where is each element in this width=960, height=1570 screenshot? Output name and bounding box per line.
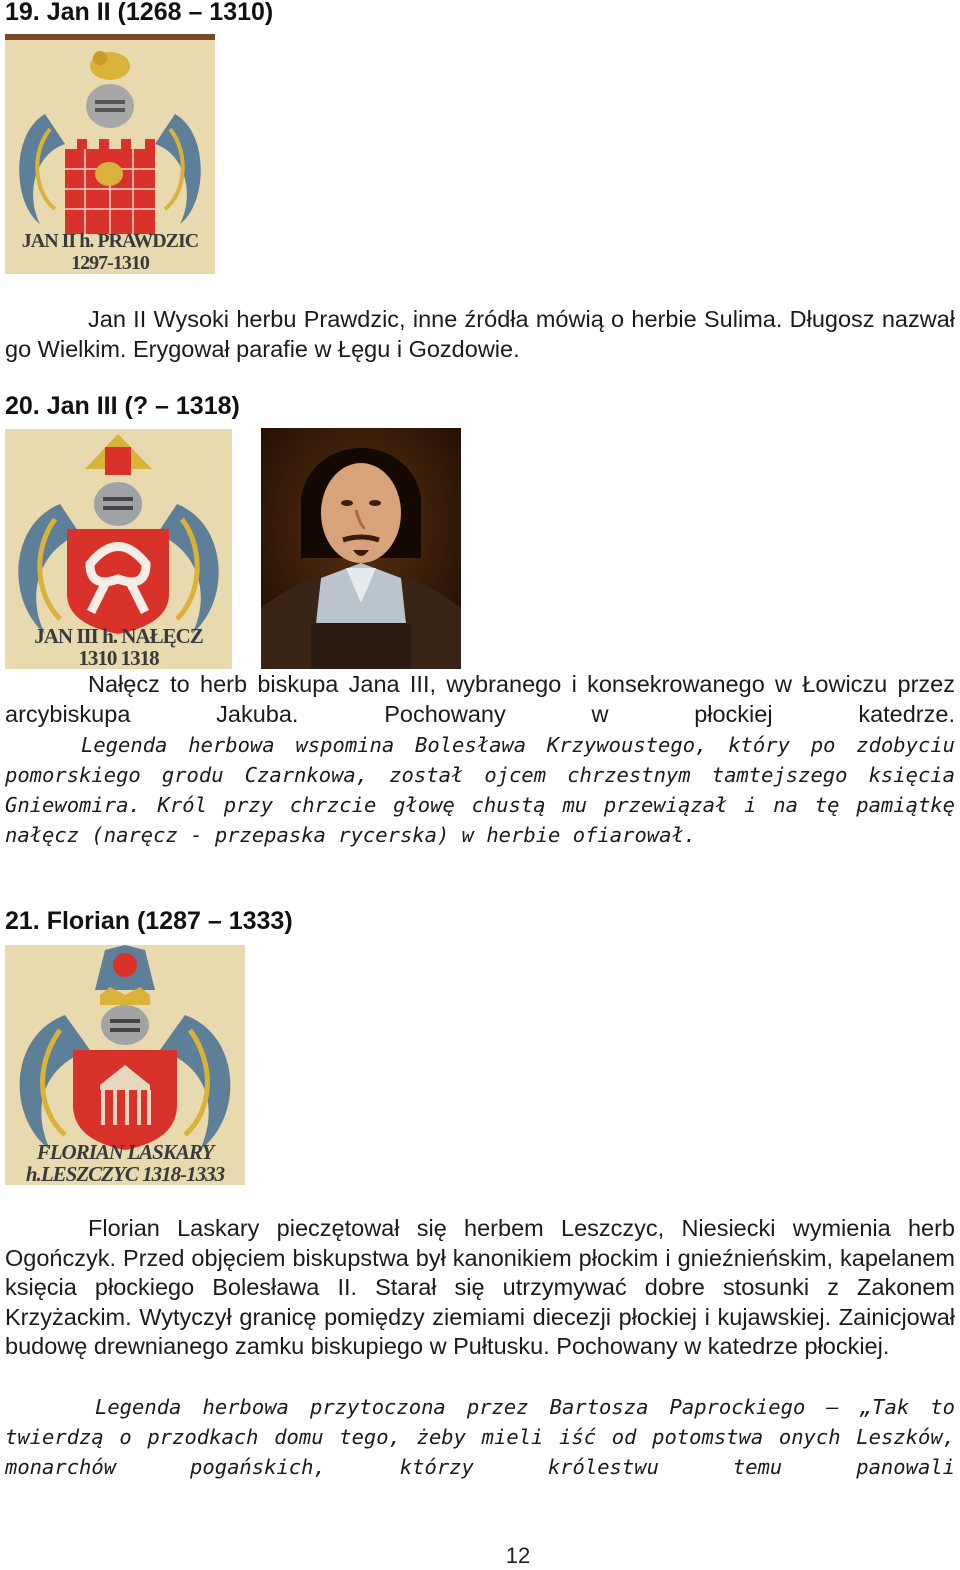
section-heading-20: 20. Jan III (? – 1318) — [5, 392, 240, 420]
page-number: 12 — [505, 1543, 531, 1568]
coat-of-arms-years: 1297-1310 — [71, 252, 149, 274]
paragraph-florian: Florian Laskary pieczętował się herbem Leszczyc, Niesiecki wymienia herb Ogończyk. Przed objęciem biskupstwa był kanonikiem płockim i gnieźnieńskim, kapelanem księcia płockiego Bolesława II. Starał się utrzymywać dobre stosunki z Zakonem Krzyżackim. Wytyczył granicę pomiędzy ziemiami diecezji płockiej i kujawskiej. Zainicjował budowę drewnianego zamku biskupiego w Pułtusku. Pochowany w katedrze płockiej. — [5, 1215, 955, 1359]
section-heading-19: 19. Jan II (1268 – 1310) — [5, 0, 274, 26]
section-heading-21: 21. Florian (1287 – 1333) — [5, 907, 293, 935]
coat-of-arms-caption: JAN II h. PRAWDZIC — [21, 230, 199, 252]
paragraph-jan-iii: Nałęcz to herb biskupa Jana III, wybranego i konsekrowanego w Łowiczu przez arcybiskupa Jakuba. Pochowany w płockiej katedrze. — [5, 671, 955, 727]
coat-of-arms-leszczyc-image — [5, 945, 245, 1185]
bishop-portrait-image — [261, 428, 461, 669]
coat-of-arms-nalecz-image — [5, 429, 232, 669]
paragraph-jan-ii: Jan II Wysoki herbu Prawdzic, inne źródła mówią o herbie Sulima. Długosz nazwał go Wielkim. Erygował parafie w Łęgu i Gozdowie. — [5, 306, 955, 362]
legend-jan-iii: Legenda herbowa wspomina Bolesława Krzywoustego, który po zdobyciu pomorskiego grodu Czarnkowa, został ojcem chrzestnym tamtejszego księcia Gniewomira. Król przy chrzcie głowę chustą mu przewiązał i na tę pamiątkę nałęcz (naręcz - przepaska rycerska) w herbie ofiarował. — [5, 733, 955, 847]
coat-of-arms-years: h.LESZCZYC 1318-1333 — [25, 1162, 225, 1185]
coat-of-arms-years: 1310 1318 — [78, 646, 159, 669]
coat-of-arms-caption: JAN III h. NAŁĘCZ — [34, 624, 203, 648]
coat-of-arms-prawdzic-image — [5, 34, 215, 274]
coat-of-arms-caption: FLORIAN LASKARY — [36, 1140, 214, 1164]
legend-florian: Legenda herbowa przytoczona przez Bartosza Paprockiego – „Tak to twierdzą o przodkach domu tego, żeby mieli iść od potomstwa onych Leszków, monarchów pogańskich, którzy królestwu temu panowali — [5, 1395, 955, 1479]
